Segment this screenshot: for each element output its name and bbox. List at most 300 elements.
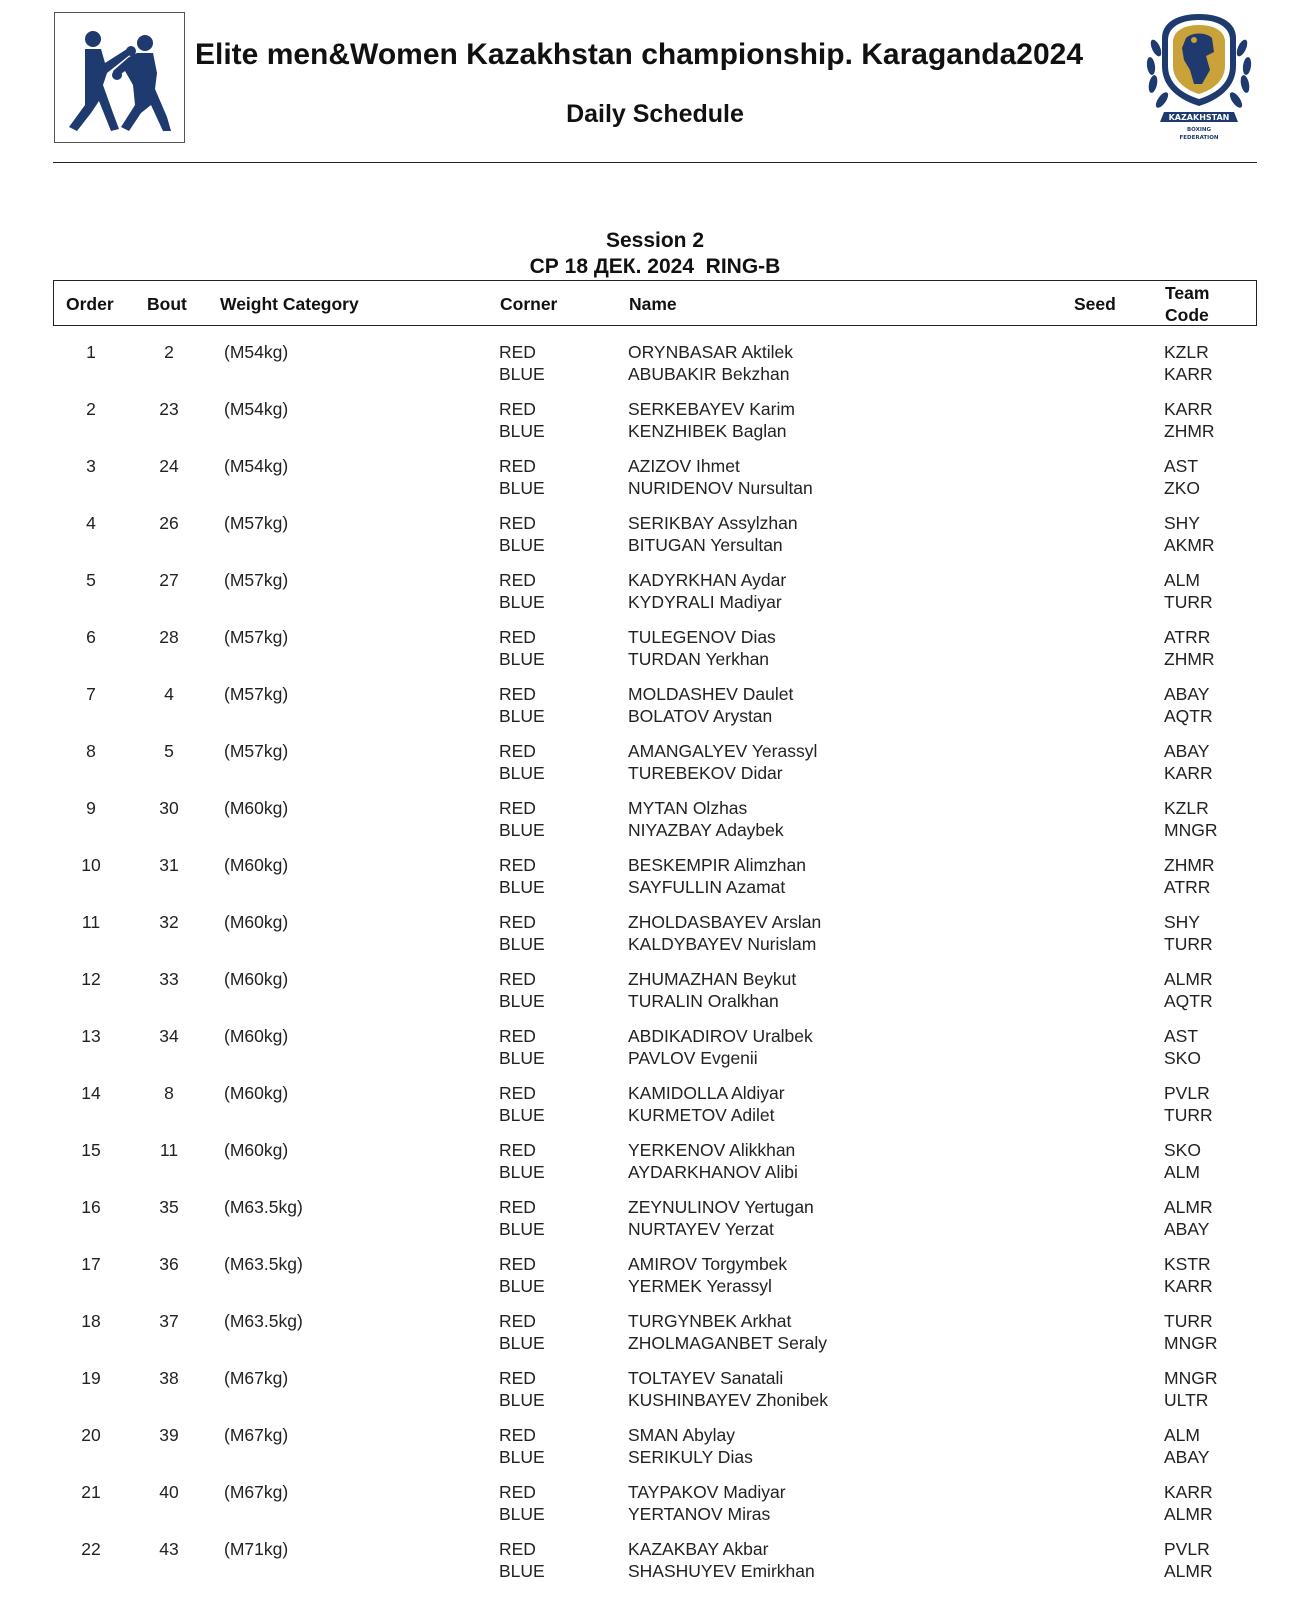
- weight-category: (M57kg): [224, 570, 289, 590]
- corner-red: RED: [499, 684, 536, 704]
- weight-category: (M67kg): [224, 1425, 289, 1445]
- weight-category: (M60kg): [224, 969, 289, 989]
- table-row: [53, 338, 1257, 395]
- bout-order: 20: [81, 1425, 101, 1445]
- name-cell: [628, 569, 786, 613]
- red-boxer-name: KADYRKHAN Aydar: [628, 570, 787, 590]
- table-row: [53, 794, 1257, 851]
- team-cell: [1164, 1025, 1201, 1069]
- red-team-code: KARR: [1164, 1482, 1213, 1502]
- table-row: [53, 965, 1257, 1022]
- bout-number: 4: [164, 684, 174, 704]
- name-cell: [628, 341, 793, 385]
- corner-blue: BLUE: [499, 763, 545, 783]
- table-row: [53, 1193, 1257, 1250]
- corner-red: RED: [499, 1539, 536, 1559]
- red-team-code: KARR: [1164, 399, 1213, 419]
- corner-red: RED: [499, 855, 536, 875]
- session-name: Session 2: [605, 229, 705, 252]
- red-boxer-name: SMAN Abylay: [628, 1425, 735, 1445]
- corner-cell: [499, 1481, 545, 1525]
- header-divider: [53, 162, 1257, 163]
- corner-blue: BLUE: [499, 364, 545, 384]
- table-header: [53, 280, 1257, 326]
- bout-number: 36: [159, 1254, 179, 1274]
- corner-blue: BLUE: [499, 877, 545, 897]
- red-boxer-name: MYTAN Olzhas: [628, 798, 748, 818]
- name-cell: [628, 1196, 814, 1240]
- table-row: [53, 680, 1257, 737]
- blue-boxer-name: KYDYRALI Madiyar: [628, 592, 782, 612]
- bout-order: 12: [81, 969, 101, 989]
- logo-text-country: KAZAKHSTAN: [1168, 113, 1230, 122]
- bout-order: 7: [86, 684, 96, 704]
- col-corner: Corner: [500, 294, 558, 314]
- corner-cell: [499, 341, 545, 385]
- col-seed: Seed: [1074, 294, 1116, 314]
- corner-cell: [499, 968, 545, 1012]
- blue-team-code: ULTR: [1164, 1390, 1209, 1410]
- red-team-code: ALMR: [1164, 969, 1213, 989]
- corner-cell: [499, 1025, 545, 1069]
- name-cell: [628, 1082, 785, 1126]
- col-order: Order: [66, 294, 114, 314]
- blue-team-code: ABAY: [1164, 1219, 1210, 1239]
- red-team-code: KZLR: [1164, 342, 1209, 362]
- team-cell: [1164, 1424, 1209, 1468]
- table-row: [53, 395, 1257, 452]
- weight-category: (M71kg): [224, 1539, 289, 1559]
- bout-number: 33: [159, 969, 179, 989]
- table-row: [53, 1364, 1257, 1421]
- team-cell: [1164, 740, 1213, 784]
- table-row: [53, 509, 1257, 566]
- blue-team-code: SKO: [1164, 1048, 1201, 1068]
- corner-red: RED: [499, 912, 536, 932]
- team-cell: [1164, 911, 1213, 955]
- bout-number: 37: [159, 1311, 179, 1331]
- corner-red: RED: [499, 1482, 536, 1502]
- bout-number: 30: [159, 798, 179, 818]
- blue-team-code: ABAY: [1164, 1447, 1210, 1467]
- name-cell: [628, 512, 798, 556]
- bout-number: 24: [159, 456, 179, 476]
- bout-order: 14: [81, 1083, 101, 1103]
- blue-team-code: ALMR: [1164, 1504, 1213, 1524]
- red-boxer-name: SERIKBAY Assylzhan: [628, 513, 798, 533]
- blue-boxer-name: SAYFULLIN Azamat: [628, 877, 786, 897]
- col-name: Name: [629, 294, 677, 314]
- corner-cell: [499, 740, 545, 784]
- weight-category: (M54kg): [224, 399, 289, 419]
- red-boxer-name: MOLDASHEV Daulet: [628, 684, 794, 704]
- bout-number: 8: [164, 1083, 174, 1103]
- team-cell: [1164, 1082, 1213, 1126]
- session-info: [0, 228, 1290, 280]
- blue-boxer-name: NURTAYEV Yerzat: [628, 1219, 774, 1239]
- weight-category: (M63.5kg): [224, 1197, 303, 1217]
- corner-blue: BLUE: [499, 1219, 545, 1239]
- blue-team-code: MNGR: [1164, 820, 1218, 840]
- corner-cell: [499, 683, 545, 727]
- col-team-line2: Code: [1165, 305, 1209, 325]
- team-cell: [1164, 1481, 1213, 1525]
- blue-boxer-name: AYDARKHANOV Alibi: [628, 1162, 798, 1182]
- blue-team-code: AQTR: [1164, 991, 1213, 1011]
- name-cell: [628, 1424, 753, 1468]
- bout-order: 21: [81, 1482, 101, 1502]
- team-cell: [1164, 1253, 1213, 1297]
- blue-boxer-name: TUREBEKOV Didar: [628, 763, 783, 783]
- bout-order: 9: [86, 798, 96, 818]
- red-team-code: TURR: [1164, 1311, 1213, 1331]
- col-weight: Weight Category: [220, 294, 359, 314]
- red-team-code: ABAY: [1164, 741, 1210, 761]
- red-team-code: KZLR: [1164, 798, 1209, 818]
- corner-cell: [499, 626, 545, 670]
- weight-category: (M60kg): [224, 1026, 289, 1046]
- red-boxer-name: SERKEBAYEV Karim: [628, 399, 795, 419]
- bout-order: 5: [86, 570, 96, 590]
- team-cell: [1164, 341, 1213, 385]
- blue-boxer-name: KUSHINBAYEV Zhonibek: [628, 1390, 829, 1410]
- name-cell: [628, 1253, 787, 1297]
- corner-cell: [499, 398, 545, 442]
- bout-number: 23: [159, 399, 179, 419]
- bout-number: 27: [159, 570, 179, 590]
- team-cell: [1164, 1538, 1213, 1582]
- table-row: [53, 566, 1257, 623]
- blue-team-code: KARR: [1164, 1276, 1213, 1296]
- bout-order: 15: [81, 1140, 101, 1160]
- bout-order: 11: [81, 912, 101, 932]
- weight-category: (M57kg): [224, 627, 289, 647]
- red-boxer-name: ZHOLDASBAYEV Arslan: [628, 912, 822, 932]
- blue-boxer-name: SHASHUYEV Emirkhan: [628, 1561, 815, 1581]
- corner-cell: [499, 455, 545, 499]
- logo-text-federation: FEDERATION: [1179, 135, 1219, 141]
- corner-red: RED: [499, 969, 536, 989]
- weight-category: (M60kg): [224, 798, 289, 818]
- red-team-code: MNGR: [1164, 1368, 1218, 1388]
- blue-team-code: ALM: [1164, 1162, 1200, 1182]
- corner-red: RED: [499, 513, 536, 533]
- corner-cell: [499, 854, 545, 898]
- corner-cell: [499, 1310, 545, 1354]
- red-team-code: ABAY: [1164, 684, 1210, 704]
- bout-number: 34: [159, 1026, 179, 1046]
- corner-cell: [499, 1196, 545, 1240]
- corner-red: RED: [499, 1197, 536, 1217]
- bout-number: 11: [159, 1140, 179, 1160]
- name-cell: [628, 1367, 828, 1411]
- corner-red: RED: [499, 399, 536, 419]
- table-row: [53, 908, 1257, 965]
- team-cell: [1164, 512, 1215, 556]
- blue-boxer-name: ZHOLMAGANBET Seraly: [628, 1333, 828, 1353]
- corner-blue: BLUE: [499, 1333, 545, 1353]
- corner-blue: BLUE: [499, 934, 545, 954]
- red-boxer-name: AZIZOV Ihmet: [628, 456, 740, 476]
- bout-number: 38: [159, 1368, 179, 1388]
- corner-blue: BLUE: [499, 1162, 545, 1182]
- red-boxer-name: TULEGENOV Dias: [628, 627, 776, 647]
- col-team-line1: Team: [1165, 283, 1210, 303]
- bout-list: [53, 338, 1257, 1592]
- blue-boxer-name: SERIKULY Dias: [628, 1447, 753, 1467]
- name-cell: [628, 626, 776, 670]
- corner-cell: [499, 1538, 545, 1582]
- blue-boxer-name: TURALIN Oralkhan: [628, 991, 779, 1011]
- red-boxer-name: BESKEMPIR Alimzhan: [628, 855, 806, 875]
- bout-number: 28: [159, 627, 179, 647]
- name-cell: [628, 797, 784, 841]
- red-team-code: KSTR: [1164, 1254, 1211, 1274]
- red-team-code: ZHMR: [1164, 855, 1215, 875]
- federation-logo: [1140, 8, 1258, 148]
- red-boxer-name: AMIROV Torgymbek: [628, 1254, 788, 1274]
- corner-blue: BLUE: [499, 1390, 545, 1410]
- weight-category: (M57kg): [224, 684, 289, 704]
- corner-cell: [499, 512, 545, 556]
- blue-boxer-name: NIYAZBAY Adaybek: [628, 820, 784, 840]
- table-row: [53, 1478, 1257, 1535]
- red-boxer-name: ABDIKADIROV Uralbek: [628, 1026, 813, 1046]
- name-cell: [628, 683, 793, 727]
- blue-boxer-name: KENZHIBEK Baglan: [628, 421, 787, 441]
- weight-category: (M67kg): [224, 1368, 289, 1388]
- team-cell: [1164, 455, 1200, 499]
- red-boxer-name: TAYPAKOV Madiyar: [628, 1482, 786, 1502]
- corner-red: RED: [499, 1311, 536, 1331]
- bout-number: 32: [159, 912, 179, 932]
- corner-cell: [499, 1367, 545, 1411]
- name-cell: [628, 1481, 786, 1525]
- red-team-code: ALM: [1164, 1425, 1200, 1445]
- corner-blue: BLUE: [499, 1561, 545, 1581]
- blue-boxer-name: KALDYBAYEV Nurislam: [628, 934, 817, 954]
- bout-order: 13: [81, 1026, 101, 1046]
- bout-number: 40: [159, 1482, 179, 1502]
- name-cell: [628, 1025, 813, 1069]
- bout-order: 19: [81, 1368, 101, 1388]
- blue-boxer-name: KURMETOV Adilet: [628, 1105, 775, 1125]
- table-row: [53, 623, 1257, 680]
- blue-team-code: ZHMR: [1164, 649, 1215, 669]
- bout-order: 6: [86, 627, 96, 647]
- corner-cell: [499, 797, 545, 841]
- corner-cell: [499, 1082, 545, 1126]
- red-boxer-name: ORYNBASAR Aktilek: [628, 342, 794, 362]
- team-cell: [1164, 797, 1217, 841]
- blue-team-code: ZHMR: [1164, 421, 1215, 441]
- corner-blue: BLUE: [499, 1105, 545, 1125]
- corner-cell: [499, 1139, 545, 1183]
- blue-boxer-name: ABUBAKIR Bekzhan: [628, 364, 790, 384]
- red-boxer-name: YERKENOV Alikkhan: [628, 1140, 796, 1160]
- blue-team-code: TURR: [1164, 1105, 1213, 1125]
- red-boxer-name: AMANGALYEV Yerassyl: [628, 741, 818, 761]
- table-row: [53, 1421, 1257, 1478]
- blue-team-code: MNGR: [1164, 1333, 1218, 1353]
- red-team-code: ATRR: [1164, 627, 1211, 647]
- blue-team-code: ZKO: [1164, 478, 1200, 498]
- blue-team-code: TURR: [1164, 592, 1213, 612]
- corner-red: RED: [499, 342, 536, 362]
- corner-cell: [499, 1253, 545, 1297]
- table-row: [53, 1307, 1257, 1364]
- weight-category: (M63.5kg): [224, 1254, 303, 1274]
- col-bout: Bout: [147, 294, 187, 314]
- corner-blue: BLUE: [499, 478, 545, 498]
- corner-red: RED: [499, 627, 536, 647]
- red-boxer-name: ZHUMAZHAN Beykut: [628, 969, 797, 989]
- name-cell: [628, 398, 795, 442]
- bout-order: 22: [81, 1539, 101, 1559]
- blue-team-code: ATRR: [1164, 877, 1211, 897]
- blue-team-code: AKMR: [1164, 535, 1215, 555]
- corner-blue: BLUE: [499, 592, 545, 612]
- weight-category: (M57kg): [224, 741, 289, 761]
- corner-blue: BLUE: [499, 820, 545, 840]
- corner-red: RED: [499, 1425, 536, 1445]
- corner-red: RED: [499, 456, 536, 476]
- weight-category: (M60kg): [224, 912, 289, 932]
- red-team-code: SHY: [1164, 513, 1200, 533]
- bout-order: 10: [81, 855, 101, 875]
- corner-cell: [499, 911, 545, 955]
- corner-blue: BLUE: [499, 1048, 545, 1068]
- red-team-code: PVLR: [1164, 1539, 1210, 1559]
- table-row: [53, 1022, 1257, 1079]
- red-boxer-name: TOLTAYEV Sanatali: [628, 1368, 784, 1388]
- blue-boxer-name: PAVLOV Evgenii: [628, 1048, 758, 1068]
- bout-order: 8: [86, 741, 96, 761]
- team-cell: [1164, 398, 1215, 442]
- weight-category: (M54kg): [224, 342, 289, 362]
- name-cell: [628, 455, 813, 499]
- table-row: [53, 851, 1257, 908]
- blue-boxer-name: NURIDENOV Nursultan: [628, 478, 813, 498]
- red-boxer-name: TURGYNBEK Arkhat: [628, 1311, 792, 1331]
- blue-boxer-name: BOLATOV Arystan: [628, 706, 773, 726]
- corner-blue: BLUE: [499, 1276, 545, 1296]
- name-cell: [628, 854, 806, 898]
- corner-blue: BLUE: [499, 421, 545, 441]
- red-team-code: ALM: [1164, 570, 1200, 590]
- federation-emblem-icon: [1140, 8, 1258, 148]
- weight-category: (M57kg): [224, 513, 289, 533]
- team-cell: [1164, 1196, 1213, 1240]
- weight-category: (M60kg): [224, 1140, 289, 1160]
- table-row: [53, 452, 1257, 509]
- corner-blue: BLUE: [499, 991, 545, 1011]
- corner-red: RED: [499, 1083, 536, 1103]
- red-team-code: AST: [1164, 1026, 1199, 1046]
- blue-boxer-name: BITUGAN Yersultan: [628, 535, 783, 555]
- red-boxer-name: KAZAKBAY Akbar: [628, 1539, 769, 1559]
- logo-text-boxing: BOXING: [1186, 127, 1212, 133]
- weight-category: (M67kg): [224, 1482, 289, 1502]
- page-subtitle: Daily Schedule: [566, 100, 744, 128]
- bout-order: 2: [86, 399, 96, 419]
- red-boxer-name: ZEYNULINOV Yertugan: [628, 1197, 814, 1217]
- red-boxer-name: KAMIDOLLA Aldiyar: [628, 1083, 785, 1103]
- blue-team-code: KARR: [1164, 763, 1213, 783]
- corner-blue: BLUE: [499, 649, 545, 669]
- corner-blue: BLUE: [499, 535, 545, 555]
- blue-team-code: TURR: [1164, 934, 1213, 954]
- table-row: [53, 1535, 1257, 1592]
- red-team-code: AST: [1164, 456, 1199, 476]
- name-cell: [628, 740, 817, 784]
- corner-cell: [499, 1424, 545, 1468]
- corner-red: RED: [499, 741, 536, 761]
- bout-order: 3: [86, 456, 96, 476]
- name-cell: [628, 911, 821, 955]
- team-cell: [1164, 1310, 1217, 1354]
- corner-red: RED: [499, 1368, 536, 1388]
- red-team-code: SHY: [1164, 912, 1200, 932]
- corner-cell: [499, 569, 545, 613]
- bout-order: 16: [81, 1197, 101, 1217]
- corner-red: RED: [499, 798, 536, 818]
- weight-category: (M60kg): [224, 855, 289, 875]
- bout-order: 17: [81, 1254, 101, 1274]
- corner-red: RED: [499, 1140, 536, 1160]
- blue-boxer-name: YERTANOV Miras: [628, 1504, 771, 1524]
- session-date-ring: СР 18 ДЕК. 2024 RING-B: [529, 255, 781, 278]
- weight-category: (M54kg): [224, 456, 289, 476]
- team-cell: [1164, 854, 1215, 898]
- blue-team-code: ALMR: [1164, 1561, 1213, 1581]
- blue-team-code: KARR: [1164, 364, 1213, 384]
- bout-number: 5: [164, 741, 174, 761]
- corner-red: RED: [499, 570, 536, 590]
- name-cell: [628, 1538, 815, 1582]
- blue-boxer-name: TURDAN Yerkhan: [628, 649, 770, 669]
- bout-number: 31: [159, 855, 179, 875]
- bout-number: 43: [159, 1539, 179, 1559]
- team-cell: [1164, 569, 1213, 613]
- corner-blue: BLUE: [499, 706, 545, 726]
- name-cell: [628, 1139, 798, 1183]
- bout-order: 18: [81, 1311, 101, 1331]
- team-cell: [1164, 1367, 1217, 1411]
- red-team-code: PVLR: [1164, 1083, 1210, 1103]
- weight-category: (M60kg): [224, 1083, 289, 1103]
- team-cell: [1164, 683, 1213, 727]
- bout-number: 26: [159, 513, 179, 533]
- table-row: [53, 1079, 1257, 1136]
- team-cell: [1164, 968, 1213, 1012]
- corner-red: RED: [499, 1026, 536, 1046]
- name-cell: [628, 968, 796, 1012]
- corner-blue: BLUE: [499, 1504, 545, 1524]
- blue-team-code: AQTR: [1164, 706, 1213, 726]
- bout-number: 35: [159, 1197, 179, 1217]
- page-title: Elite men&Women Kazakhstan championship. Karaganda2024: [195, 38, 1084, 71]
- bout-number: 39: [159, 1425, 179, 1445]
- red-team-code: SKO: [1164, 1140, 1201, 1160]
- table-row: [53, 1250, 1257, 1307]
- corner-red: RED: [499, 1254, 536, 1274]
- bout-order: 4: [86, 513, 96, 533]
- blue-boxer-name: YERMEK Yerassyl: [628, 1276, 772, 1296]
- table-row: [53, 737, 1257, 794]
- team-cell: [1164, 626, 1215, 670]
- red-team-code: ALMR: [1164, 1197, 1213, 1217]
